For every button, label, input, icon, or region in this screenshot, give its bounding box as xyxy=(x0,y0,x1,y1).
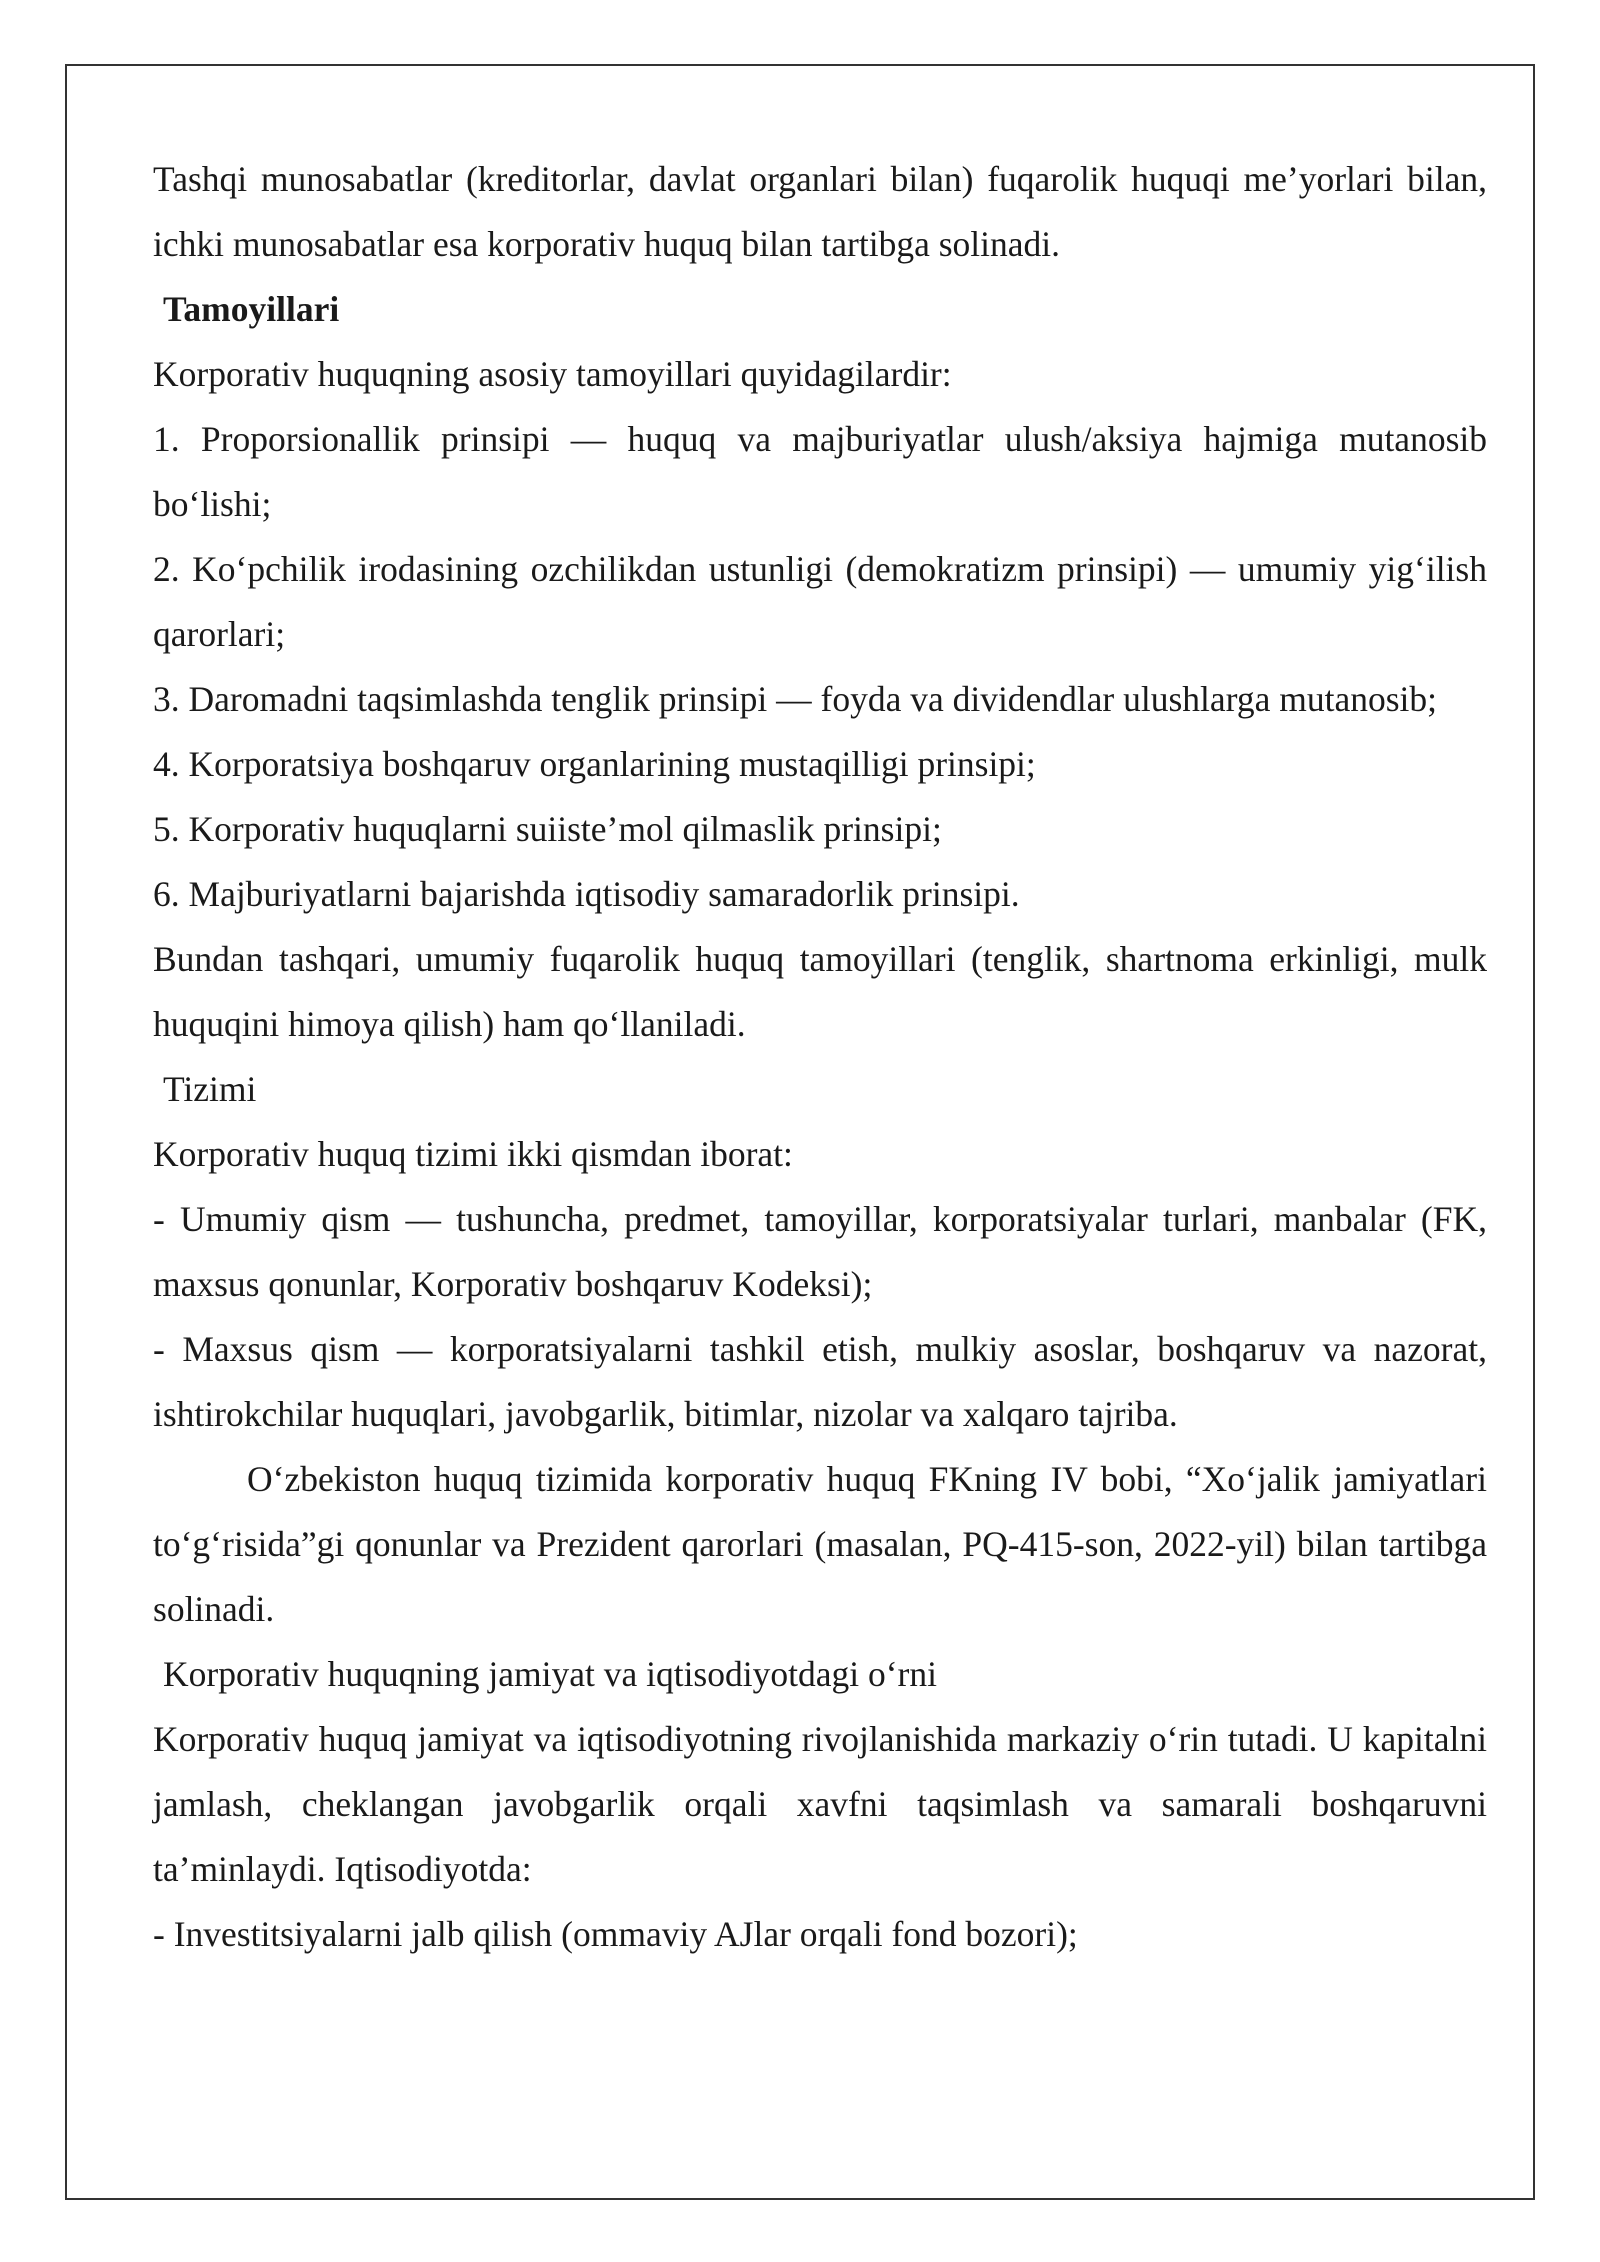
list-item-principle-5: 5. Korporativ huquqlarni suiiste’mol qilmaslik prinsipi; xyxy=(153,809,942,849)
section-heading-role: Korporativ huquqning jamiyat va iqtisodiyotdagi o‘rni xyxy=(163,1654,937,1694)
paragraph-intro: Tashqi munosabatlar (kreditorlar, davlat organlari bilan) fuqarolik huquqi me’yorlari bilan, ichki munosabatlar esa korporativ huquq bilan tartibga solinadi. xyxy=(153,159,1487,264)
list-item-principle-4: 4. Korporatsiya boshqaruv organlarining mustaqilligi prinsipi; xyxy=(153,744,1036,784)
paragraph-system-lead: Korporativ huquq tizimi ikki qismdan iborat: xyxy=(153,1134,793,1174)
document-body xyxy=(153,147,1487,1967)
paragraph-uzbekistan: O‘zbekiston huquq tizimida korporativ huquq FKning IV bobi, “Xo‘jalik jamiyatlari to‘g‘risida”gi qonunlar va Prezident qarorlari (masalan, PQ-415-son, 2022-yil) bilan tartibga solinadi. xyxy=(153,1459,1487,1629)
paragraph-principles-lead: Korporativ huquqning asosiy tamoyillari quyidagilardir: xyxy=(153,354,952,394)
section-heading-tizimi: Tizimi xyxy=(163,1069,257,1109)
list-item-principle-2: 2. Ko‘pchilik irodasining ozchilikdan ustunligi (demokratizm prinsipi) — umumiy yig‘ilish qarorlari; xyxy=(153,549,1487,654)
list-item-principle-6: 6. Majburiyatlarni bajarishda iqtisodiy samaradorlik prinsipi. xyxy=(153,874,1020,914)
list-item-principle-3: 3. Daromadni taqsimlashda tenglik prinsipi — foyda va dividendlar ulushlarga mutanosib; xyxy=(153,679,1438,719)
list-item-principle-1: 1. Proporsionallik prinsipi — huquq va majburiyatlar ulush/aksiya hajmiga mutanosib bo‘lishi; xyxy=(153,419,1487,524)
list-item-role-1: - Investitsiyalarni jalb qilish (ommaviy AJlar orqali fond bozori); xyxy=(153,1914,1078,1954)
section-heading-tamoyillari: Tamoyillari xyxy=(163,289,340,329)
list-item-system-special: - Maxsus qism — korporatsiyalarni tashkil etish, mulkiy asoslar, boshqaruv va nazorat, ishtirokchilar huquqlari, javobgarlik, bitimlar, nizolar va xalqaro tajriba. xyxy=(153,1329,1487,1434)
list-item-system-general: - Umumiy qism — tushuncha, predmet, tamoyillar, korporatsiyalar turlari, manbalar (FK, maxsus qonunlar, Korporativ boshqaruv Kodeksi); xyxy=(153,1199,1487,1304)
paragraph-principles-extra: Bundan tashqari, umumiy fuqarolik huquq tamoyillari (tenglik, shartnoma erkinligi, mulk huquqini himoya qilish) ham qo‘llaniladi. xyxy=(153,939,1487,1044)
paragraph-role-body: Korporativ huquq jamiyat va iqtisodiyotning rivojlanishida markaziy o‘rin tutadi. U kapitalni jamlash, cheklangan javobgarlik orqali xavfni taqsimlash va samarali boshqaruvni ta’minlaydi. Iqtisodiyotda: xyxy=(153,1719,1487,1889)
